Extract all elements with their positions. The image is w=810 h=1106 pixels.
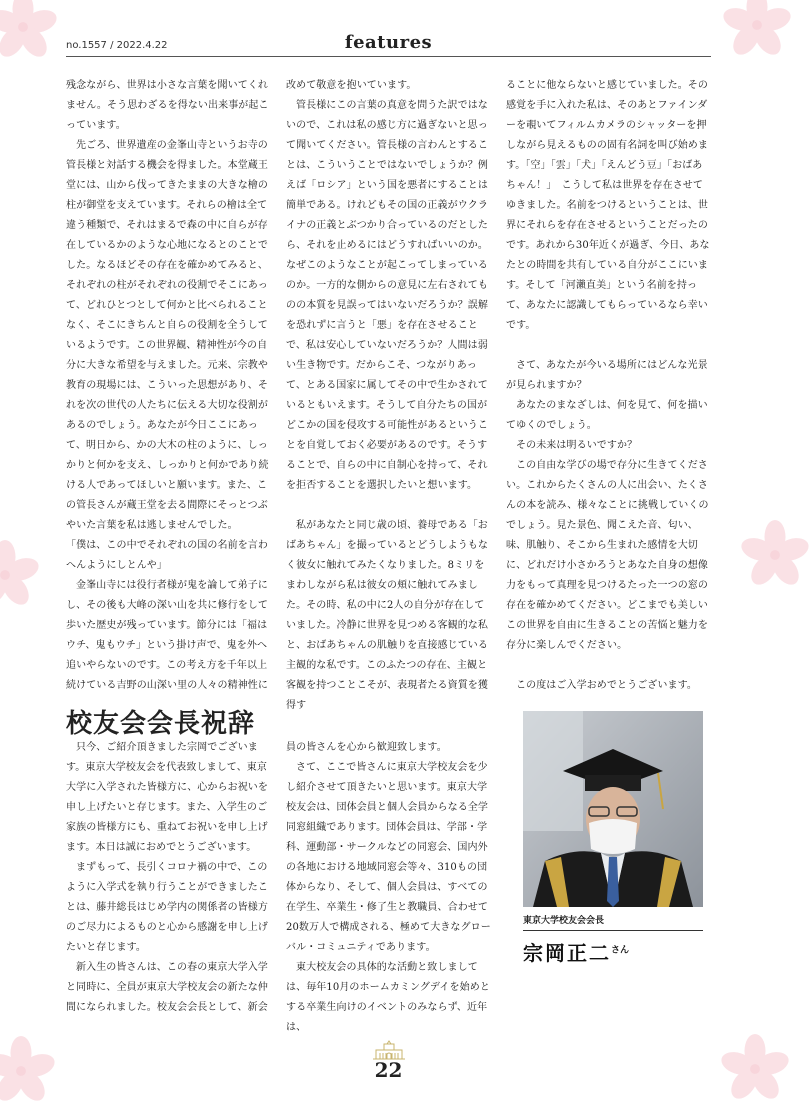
cherry-blossom-icon	[0, 540, 40, 610]
section-title: features	[344, 32, 433, 53]
paragraph: まずもって、長引くコロナ禍の中で、このように入学式を執り行うことができましたことは、藤井総長はじめ学内の関係者の皆様方のご尽力によるものと心から感謝を申し上げたいと存じます。	[66, 862, 268, 953]
paragraph: さて、あなたが今いる場所にはどんな光景が見られますか？	[506, 360, 708, 391]
article-column-2	[286, 76, 491, 711]
paragraph: 只今、ご紹介頂きました宗岡でございます。東京大学校友会を代表致しまして、東京大学に入学された皆様方に、心からお祝いを申し上げたいと存じます。また、入学生のご家族の皆様方にも、重ねてお祝いを申し上げます。本日は誠におめでとうございます。	[66, 742, 268, 853]
paragraph: さて、ここで皆さんに東京大学校友会を少し紹介させて頂きたいと思います。東京大学校友会は、団体会員と個人会員からなる全学同窓組織であります。団体会員は、学部・学科、運動部・サークルなどの同窓会、国内外の各地における地域同窓会等々、310もの団体からなり、そして、個人会員は、すべての在学生、卒業生・修了生と教職員、合わせて20数万人で構成される、極めて大きなグローバル・コミュニティであります。	[286, 762, 491, 953]
running-header	[66, 32, 711, 57]
paragraph: 管長様にこの言葉の真意を問うた訳ではないので、これは私の感じ方に過ぎないと思って聞いてください。管長様の言わんとすることは、こういうことではないでしょうか？例えば「ロシア」という国を悪者にすることは簡単である。けれどもその国の正義がウクライナの正義とぶつかり合っているのだとしたら、それを止めるにはどうすればいいのか。なぜこのようなことが起こってしまっているのか。一方的な側からの意見に左右されてものの本質を見誤ってはいないだろうか？誤解を恐れずに言うと「悪」を存在させることで、私は安心していないだろうか？人間は弱い生き物です。だからこそ、つながりあって、とある国家に属してその中で生かされているともいえます。そうして自分たちの国がどこかの国を侵攻する可能性があるということを自覚しておく必要があるのです。そうすることで、自らの中に自制心を持って、それを拒否することを選択したいと想います。	[286, 100, 488, 491]
paragraph: 員の皆さんを心から歓迎致します。	[286, 742, 447, 753]
paragraph: その未来は明るいですか？	[516, 440, 638, 451]
paragraph: 残念ながら、世界は小さな言葉を聞いてくれません。そう思わざるを得ない出来事が起こっています。	[66, 80, 269, 131]
paragraph: この自由な学びの場で存分に生きてください。これからたくさんの人に出会い、たくさんの本を読み、様々なことに挑戦していくのでしょう。見た景色、聞こえた音、匂い、味、肌触り、そこから生まれた感情を大切に、どれだけ小さかろうとあなた自身の想像力をもって真理を見つけるたった一つの窓の存在を確かめてください。どこまでも美しいこの世界を自由に生きることの苦悩と魅力を存分に楽しんでください。	[506, 460, 709, 651]
paragraph: 東大校友会の具体的な活動と致しましては、毎年10月のホームカミングデイを始めとする卒業生向けのイベントのみならず、近年は、	[286, 962, 490, 1033]
issue-number: no.1557 / 2022.4.22	[66, 40, 168, 51]
speaker-name: 宗岡正二	[523, 941, 611, 965]
paragraph: 新入生の皆さんは、この春の東京大学入学と同時に、全員が東京大学校友会の新たな仲間になられました。校友会会長として、新会	[66, 962, 268, 1013]
cherry-blossom-icon	[0, 0, 58, 62]
caption-name	[523, 937, 629, 966]
paragraph: ることに他ならないと感じていました。その感覚を手に入れた私は、そのあとファインダーを覗いてフィルムカメラのシャッターを押しながら見えるものの固有名詞を叫び始めます。「空」「雲」「犬」「えんどう豆」「おばあちゃん！」 こうして私は世界を存在させてゆきました。名前をつけるということは、世界にそれらを存在させるということだったのです。あれから30年近くが過ぎ、今日、あなたとの時間を共有している自分がここにいます。そして「河瀨直美」という名前を持って、あなたに認識してもらっているなら幸いです。	[506, 80, 710, 331]
article-column-1	[66, 76, 271, 691]
speech-heading: 校友会会長祝辞	[66, 709, 256, 739]
article-column-3	[506, 76, 711, 691]
cherry-blossom-icon	[722, 0, 792, 60]
paragraph: 改めて敬意を抱いています。	[286, 80, 417, 91]
paragraph: 私があなたと同じ歳の頃、養母である「おばあちゃん」を撮っているとどうしようもなく彼女に触れてみたくなりました。8ミリをまわしながら私は彼女の頬に触れてみました。その時、私の中に2人の自分が存在していました。冷静に世界を見つめる客観的な私と、おばあちゃんの肌触りを直接感じている主観的な私です。このふたつの存在、主観と客観を持つことこそが、表現者たる資質を獲得す	[286, 520, 488, 711]
speaker-portrait-photo	[523, 711, 703, 907]
paragraph: あなたのまなざしは、何を見て、何を描いてゆくのでしょう。	[506, 400, 708, 431]
caption-role: 東京大学校友会会長	[523, 916, 605, 926]
yasuda-auditorium-icon	[371, 1040, 407, 1060]
speech-column-2	[286, 738, 491, 1033]
speech-column-1	[66, 738, 271, 1028]
paragraph: この度はご入学おめでとうございます。	[516, 680, 697, 691]
honorific: さん	[611, 945, 630, 956]
cherry-blossom-icon	[740, 520, 810, 590]
paragraph: 金峯山寺には役行者様が鬼を論して弟子にし、その後も大峰の深い山を共に修行をして歩いた歴史が残っています。節分には「福はウチ、鬼もウチ」という掛け声で、鬼を外へ追いやらないのです。この考え方を千年以上続けている吉野の山深い里の人々の精神性に	[66, 580, 268, 691]
quote: 「僕は、この中でそれぞれの国の名前を言わへんようにしとんや」	[66, 540, 268, 571]
paragraph: 先ごろ、世界遺産の金峯山寺というお寺の管長様と対話する機会を得ました。本堂蔵王堂には、山から伐ってきたままの大きな檜の柱が御堂を支えています。それらの檜は全て違う種類で、それはまるで森の中に自らが存在しているかのような心地になるとのことでした。なるほどその存在を確かめてみると、それぞれの柱がそれぞれの役割でそこにあって、どれひとつとして何かと比べられることなく、そこにきちんと自らの役割を全うしているようです。この世界観、精神性が今の自分に大きな希望を与えました。元来、宗教や教育の現場には、こういった思想があり、それを次の世代の人たちに伝える大切な役割があるのでしょう。あなたが今日ここにあって、明日から、かの大木の柱のように、しっかりと何かを支え、しっかりと何かであり続ける人であってほしいと願います。また、この管長さんが蔵王堂を去る間際にそっとつぶやいた言葉を私は逃しませんでした。	[66, 140, 269, 531]
caption-divider	[523, 930, 703, 931]
page-number: 22	[374, 1058, 403, 1082]
